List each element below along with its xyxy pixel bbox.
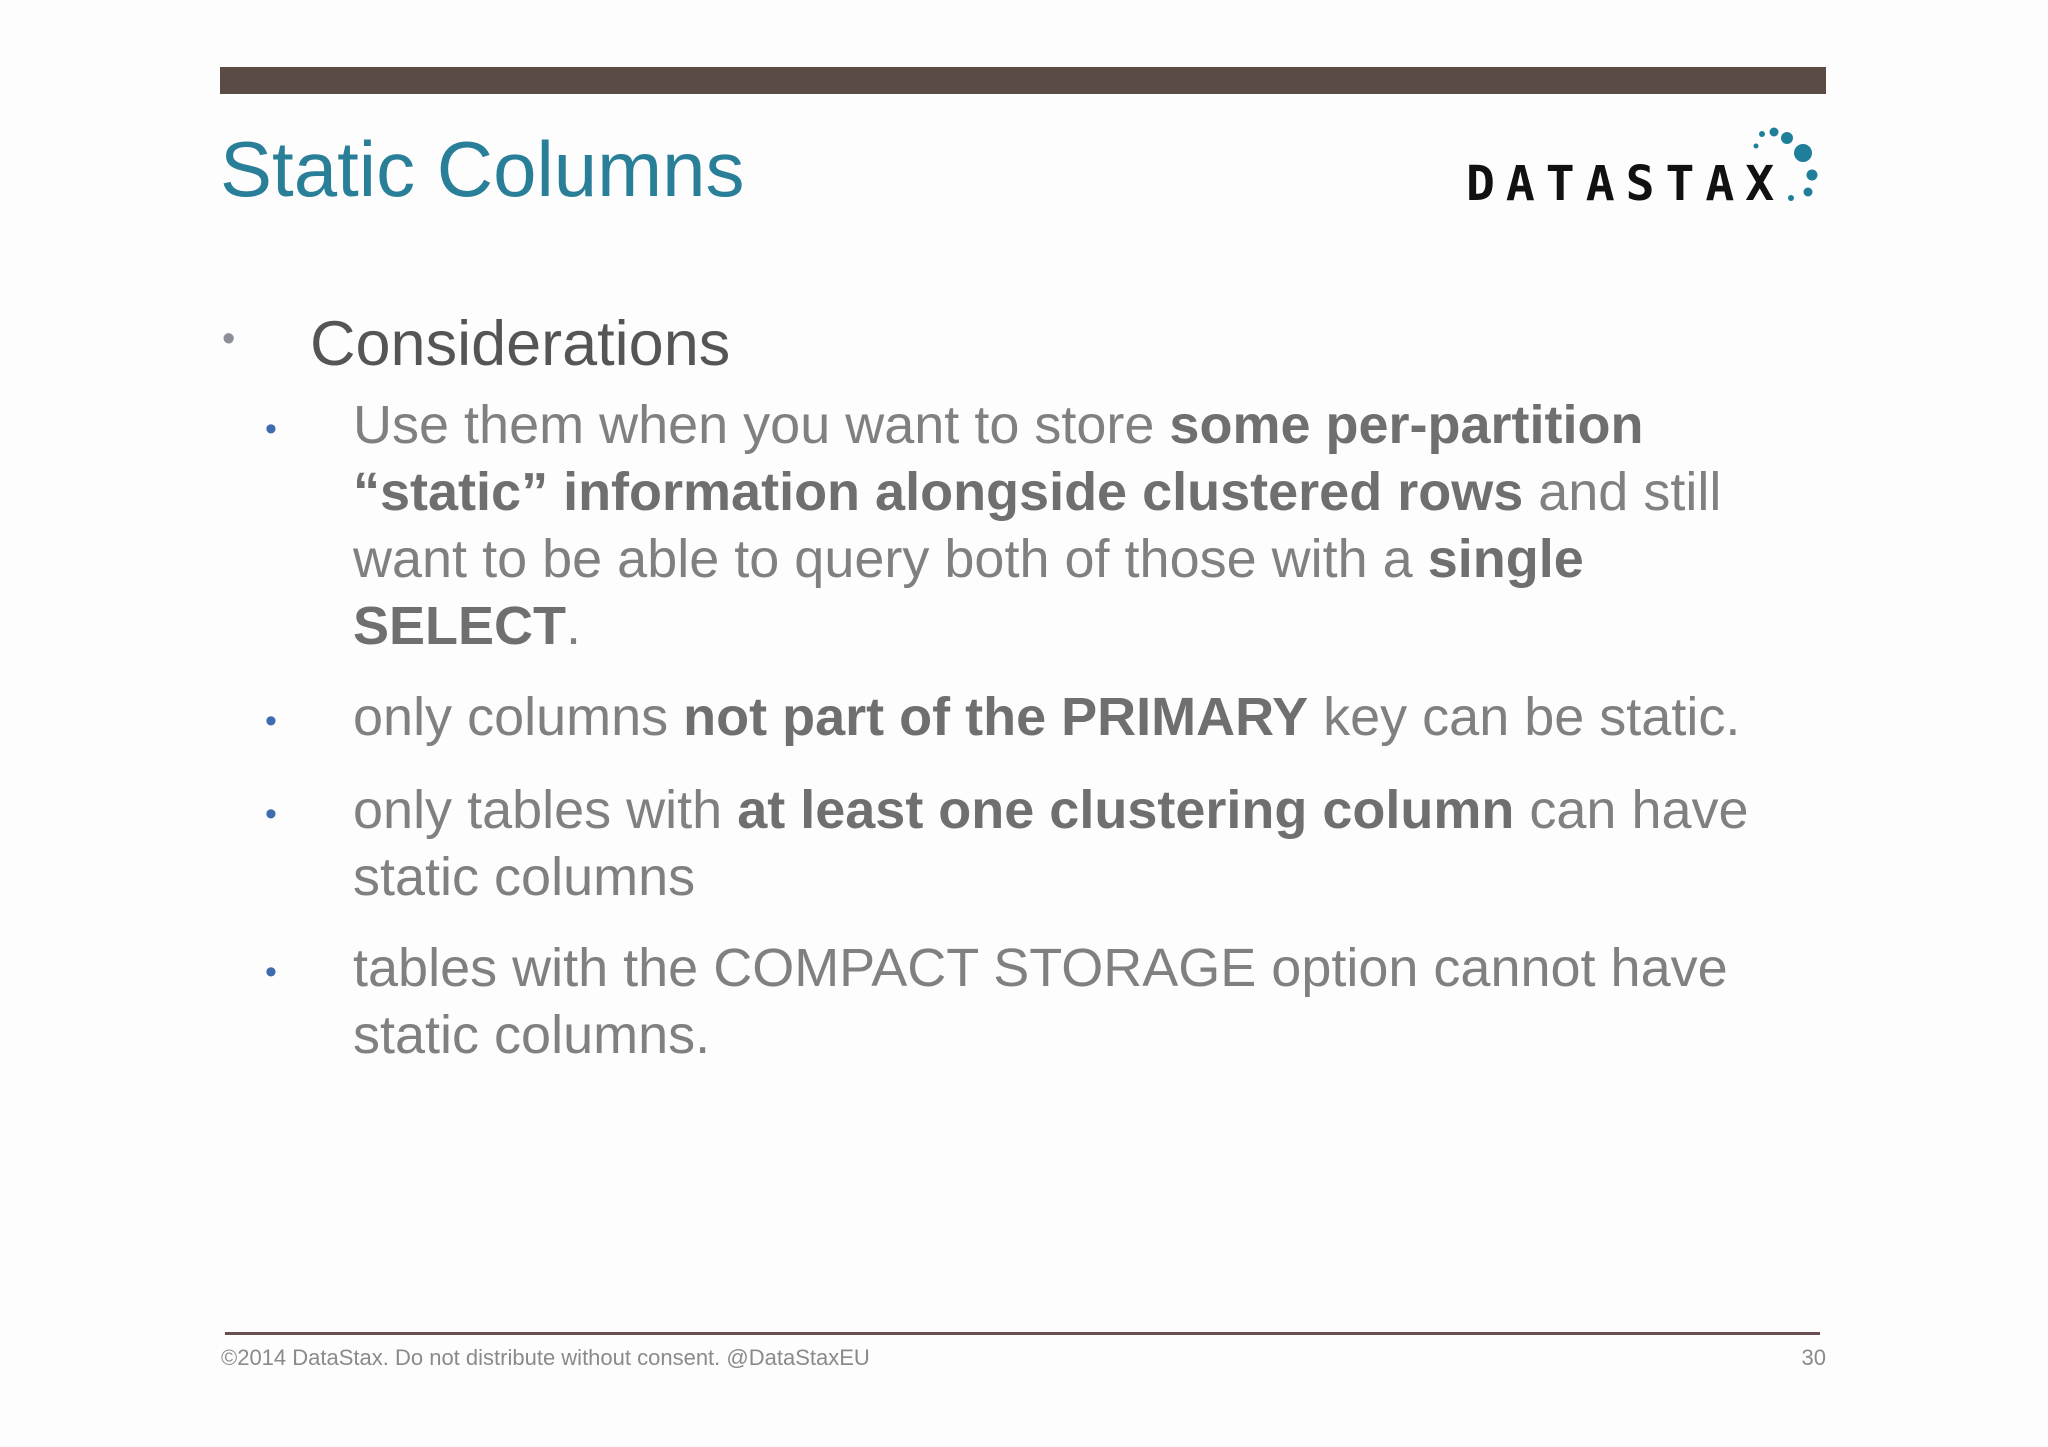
bullet-dot-icon: • (265, 410, 277, 448)
body-text: . (566, 596, 582, 656)
body-text: only tables with (353, 780, 738, 840)
page-number: 30 (1801, 1345, 1826, 1370)
bullet-item (353, 684, 1823, 751)
bullet-dot-icon: • (265, 953, 277, 991)
bold-text: single SELECT (353, 529, 1584, 656)
body-text: key can be static. (1308, 687, 1741, 747)
bullet-considerations: Considerations (310, 309, 731, 379)
footer-copyright: ©2014 DataStax. Do not distribute without consent. @DataStaxEU (221, 1345, 870, 1370)
bullet-item (353, 777, 1823, 911)
logo-text: DATASTAX (1466, 156, 1786, 212)
body-text: only columns (353, 687, 684, 747)
body-text: and still want to be able to query both of those with a (353, 462, 1722, 589)
bullet-dot-icon: • (222, 318, 236, 360)
bullet-dot-icon: • (265, 702, 277, 740)
datastax-logo (1460, 126, 1840, 212)
bullet-item (353, 392, 1823, 660)
body-text: can have static columns (353, 780, 1749, 907)
body-text: tables with the COMPACT STORAGE option cannot have static columns. (353, 938, 1728, 1065)
slide-title: Static Columns (220, 125, 745, 213)
bold-text: some per-partition “static” information alongside clustered rows (353, 395, 1644, 522)
bold-text: at least one clustering column (737, 780, 1515, 840)
footer-divider (225, 1332, 1820, 1335)
bullet-dot-icon: • (265, 795, 277, 833)
header-bar (220, 67, 1826, 94)
bullet-item (353, 935, 1823, 1069)
bold-text: not part of the PRIMARY (683, 687, 1309, 747)
body-text: Use them when you want to store (353, 395, 1170, 455)
